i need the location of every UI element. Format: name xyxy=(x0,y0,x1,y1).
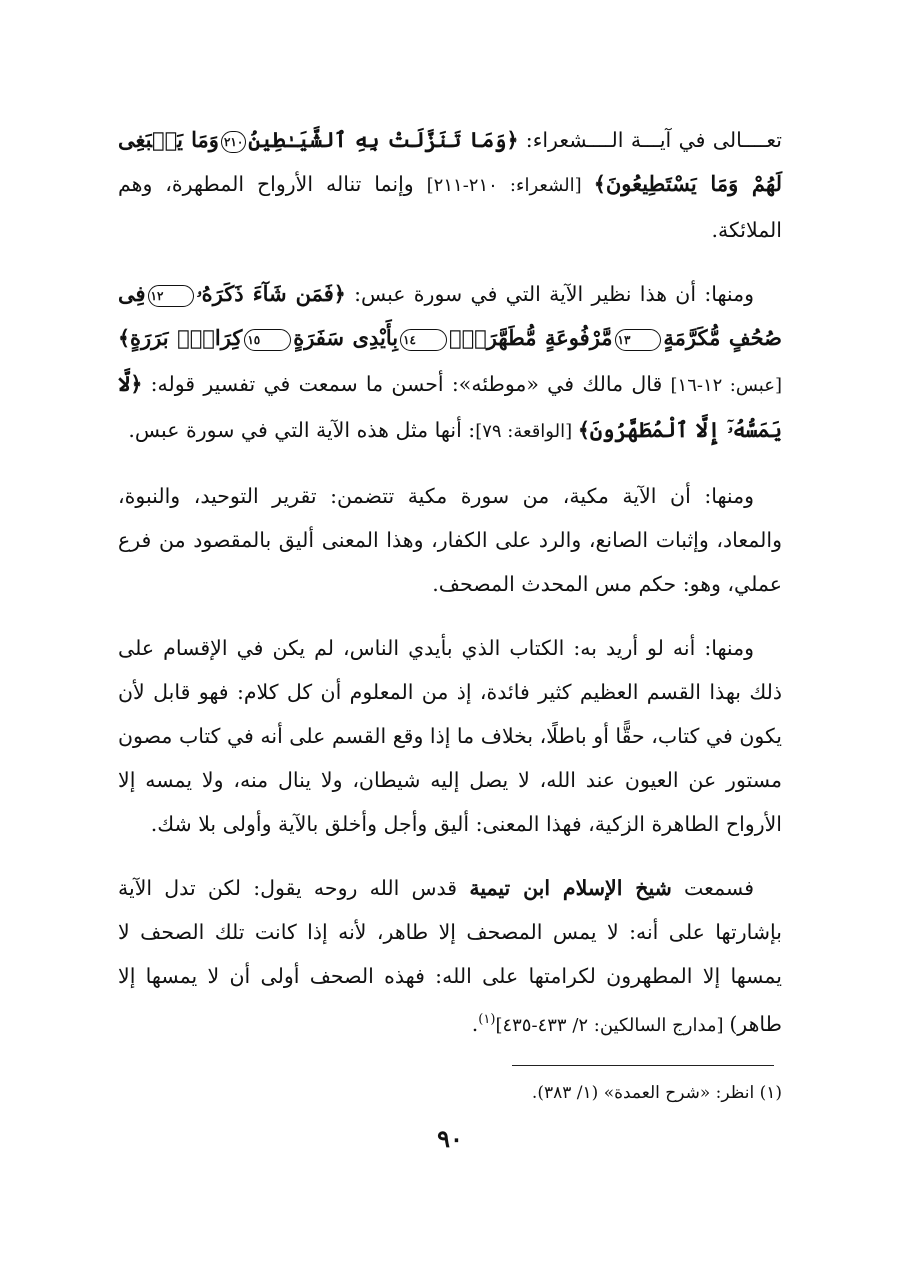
quran-bracket: ﴾ xyxy=(577,418,590,442)
quran-verse: كِرَامٍۭ بَرَرَةٍ xyxy=(130,325,243,350)
quran-verse: فِى صُحُفٍ مُّكَرَّمَةٍ xyxy=(118,281,782,350)
paragraph-5 xyxy=(118,866,782,1048)
citation-reference: [الواقعة: ٧٩] xyxy=(475,421,578,442)
text-run: ومنها: أن الآية مكية، من سورة مكية تتضمن: تقرير التوحيد، والنبوة، والمعاد، وإثبات الصانع، والرد على الكفار، وهذا المعنى أليق بالمقصود من فرع عملي، وهو: حكم مس المحدث المصحف. xyxy=(118,484,782,596)
citation-reference: [الشعراء: ٢١٠-٢١١] xyxy=(426,175,594,196)
ayah-number-marker: ١٥ xyxy=(244,329,291,351)
ayah-number-marker: ١٢ xyxy=(148,285,195,307)
paragraph-2 xyxy=(118,272,782,454)
footnote-text: انظر: «شرح العمدة» (١/ ٣٨٣). xyxy=(531,1083,755,1103)
footnote-reference: (١) xyxy=(478,1012,496,1027)
text-run: : أنها مثل هذه الآية التي في سورة عبس. xyxy=(128,418,476,442)
text-run: وإنما تناله الأرواح المطهرة، وهم الملائكة. xyxy=(118,172,782,242)
footnote-marker: (١) xyxy=(759,1083,782,1103)
citation-reference: [عبس: ١٢-١٦] xyxy=(670,375,782,396)
quran-bracket: ﴿ xyxy=(506,128,519,152)
quran-verse: بِأَيْدِى سَفَرَةٍ xyxy=(293,325,399,350)
text-run: قال مالك في «موطئه»: أحسن ما سمعت في تفسير قوله: xyxy=(142,372,671,396)
text-run: . xyxy=(471,1011,479,1036)
quran-verse: مَّرْفُوعَةٍ مُّطَهَّرَةٍۭ xyxy=(448,325,613,350)
bold-name: شيخ الإسلام ابن تيمية xyxy=(469,876,672,900)
quran-bracket: ﴿ xyxy=(130,372,143,396)
quran-bracket: ﴿ xyxy=(333,282,346,306)
quran-bracket: ﴾ xyxy=(593,172,606,196)
paragraph-3 xyxy=(118,474,782,606)
footnote xyxy=(118,1078,782,1108)
ayah-number-marker: ١٤ xyxy=(400,329,447,351)
text-run: قدس الله روحه يقول: لكن تدل الآية بإشارتها على أنه: لا يمس المصحف إلا طاهر، لأنه إذا كانت تلك الصحف لا يمسها إلا المطهرون لكرامتها على الله: فهذه الصحف أولى أن لا يمسها إلا طاهر) xyxy=(118,876,782,1036)
quran-bracket: ﴾ xyxy=(118,326,131,350)
quran-verse: لَّا يَمَسُّهُۥٓ إِلَّا ٱلْمُطَهَّرُونَ xyxy=(118,371,782,442)
text-run: ومنها: أنه لو أريد به: الكتاب الذي بأيدي الناس، لم يكن في الإقسام على ذلك بهذا القسم العظيم كثير فائدة، إذ من المعلوم أن كل كلام: فهو قابل لأن يكون في كتاب، حقًّا أو باطلًا، بخلاف ما إذا وقع القسم على أنه في كتاب مصون مستور عن العيون عند الله، لا يصل إليه شيطان، ولا ينال منه، ولا يمسه إلا الأرواح الطاهرة الزكية، فهذا المعنى: أليق وأجل وأخلق بالآية وأولى بلا شك. xyxy=(118,636,782,836)
text-run: تعــــالى في آيـــة الــــشعراء: xyxy=(518,128,782,152)
quran-verse: وَمَا تَنَزَّلَتْ بِهِ ٱلشَّيَـٰطِينُ xyxy=(248,127,507,152)
citation-reference: [مدارج السالكين: ٢/ ٤٣٣-٤٣٥] xyxy=(495,1014,730,1036)
text-run: ومنها: أن هذا نظير الآية التي في سورة عبس: xyxy=(345,282,754,306)
main-text xyxy=(118,118,782,1068)
paragraph-1 xyxy=(118,118,782,252)
paragraph-4 xyxy=(118,626,782,846)
ayah-number-marker: ١٣ xyxy=(615,329,662,351)
footnote-separator xyxy=(512,1065,774,1066)
page-number: ٩٠ xyxy=(437,1124,463,1153)
quran-verse: فَمَن شَآءَ ذَكَرَهُۥ xyxy=(196,281,334,306)
ayah-number-marker: ٢١٠ xyxy=(221,131,246,153)
text-run: فسمعت xyxy=(671,876,755,900)
quran-verse: وَمَا يَنۢبَغِى لَهُمْ وَمَا يَسْتَطِيعُونَ xyxy=(118,127,782,196)
